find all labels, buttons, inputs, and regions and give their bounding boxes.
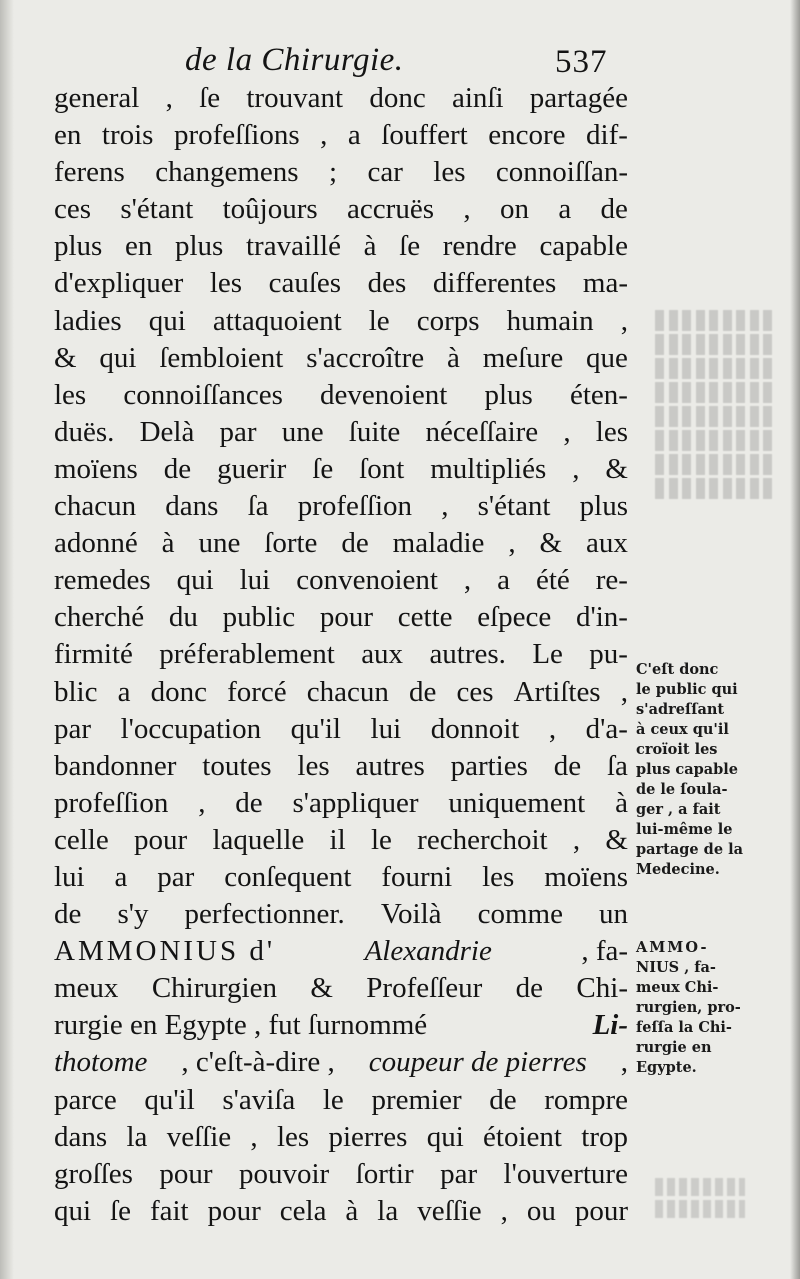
text-line: parce qu'il s'aviſa le premier de rompre <box>54 1083 628 1116</box>
text-line: cherché du public pour cette eſpece d'in- <box>54 601 628 634</box>
line-tail: , fa- <box>581 935 628 968</box>
text-line: duës. Delà par une ſuite néceſſaire , les <box>54 415 628 448</box>
margin-line: à ceux qu'il <box>636 721 729 738</box>
coupeur-italic: coupeur de pierres <box>368 1046 587 1079</box>
marginal-note-public <box>636 660 743 880</box>
marginal-note-ammonius <box>636 938 741 1078</box>
text-line: blic a donc forcé chacun de ces Artiſtes , <box>54 675 628 708</box>
page-number: 537 <box>555 44 608 80</box>
margin-line: NIUS , fa- <box>636 959 716 976</box>
margin-line: Medecine. <box>636 861 720 878</box>
thotome-italic: thotome <box>54 1046 148 1079</box>
text-line: bandonner toutes les autres parties de ſa <box>54 749 628 782</box>
text-line: d'expliquer les cauſes des differentes ma- <box>54 267 628 300</box>
margin-line: de le ſoula- <box>636 781 728 798</box>
line-tail: , <box>620 1046 628 1079</box>
show-through-text <box>652 310 772 502</box>
text-line: chacun dans ſa profeſſion , s'étant plus <box>54 490 628 523</box>
main-text-block <box>54 80 628 1230</box>
line-head: rurgie en Egypte , fut ſurnommé <box>54 1009 428 1042</box>
margin-line: le public qui <box>636 681 738 698</box>
text-line: meux Chirurgien & Profeſſeur de Chi- <box>54 972 628 1005</box>
margin-line: feſſa la Chi- <box>636 1019 732 1036</box>
margin-line: partage de la <box>636 841 743 858</box>
line-mid: , c'eſt-à-dire , <box>181 1046 335 1079</box>
ammonius-name: AMMONIUS d' <box>54 935 276 968</box>
text-line: firmité préferablement aux autres. Le pu- <box>54 638 628 671</box>
margin-line: C'eſt donc <box>636 661 719 678</box>
text-line: moïens de guerir ſe ſont multipliés , & <box>54 452 628 485</box>
text-line: par l'occupation qu'il lui donnoit , d'a- <box>54 712 628 745</box>
margin-line: croïoit les <box>636 741 718 758</box>
text-line: profeſſion , de s'appliquer uniquement à <box>54 786 628 819</box>
text-line: plus en plus travaillé à ſe rendre capable <box>54 230 628 263</box>
text-line: remedes qui lui convenoient , a été re- <box>54 564 628 597</box>
show-through-text-bottom <box>655 1178 745 1222</box>
text-line: qui ſe fait pour cela à la veſſie , ou pour <box>54 1194 628 1227</box>
margin-line: Egypte. <box>636 1059 697 1076</box>
text-line-coupeur <box>54 1044 628 1081</box>
running-title: de la Chirurgie. <box>185 42 404 78</box>
text-line: lui a par conſequent fourni les moïens <box>54 860 628 893</box>
text-line: ces s'étant toûjours accruës , on a de <box>54 193 628 226</box>
margin-line: lui-même le <box>636 821 733 838</box>
text-line: groſſes pour pouvoir ſortir par l'ouverture <box>54 1157 628 1190</box>
text-line: general , ſe trouvant donc ainſi partagée <box>54 82 628 114</box>
text-line: ladies qui attaquoient le corps humain , <box>54 304 628 337</box>
text-line: les connoiſſances devenoient plus éten- <box>54 378 628 411</box>
text-line-lithotome <box>54 1007 628 1044</box>
margin-line: rurgien, pro- <box>636 999 741 1016</box>
margin-line: rurgie en <box>636 1039 712 1056</box>
margin-line: ger , a fait <box>636 801 721 818</box>
margin-line: AMMO- <box>636 939 709 956</box>
text-line: ferens changemens ; car les connoiſſan- <box>54 156 628 189</box>
text-line: & qui ſembloient s'accroître à meſure que <box>54 341 628 374</box>
margin-line: s'adreſſant <box>636 701 725 718</box>
margin-line: plus capable <box>636 761 739 778</box>
lithotome-italic: Li- <box>592 1009 628 1042</box>
place-name-italic: Alexandrie <box>364 935 492 968</box>
text-line: celle pour laquelle il le recherchoit , & <box>54 823 628 856</box>
text-line: de s'y perfectionner. Voilà comme un <box>54 898 628 931</box>
margin-line: meux Chi- <box>636 979 719 996</box>
text-line: adonné à une ſorte de maladie , & aux <box>54 527 628 560</box>
text-line: en trois profeſſions , a ſouffert encore dif- <box>54 119 628 152</box>
text-line-ammonius <box>54 933 628 970</box>
text-line: dans la veſſie , les pierres qui étoient trop <box>54 1120 628 1153</box>
